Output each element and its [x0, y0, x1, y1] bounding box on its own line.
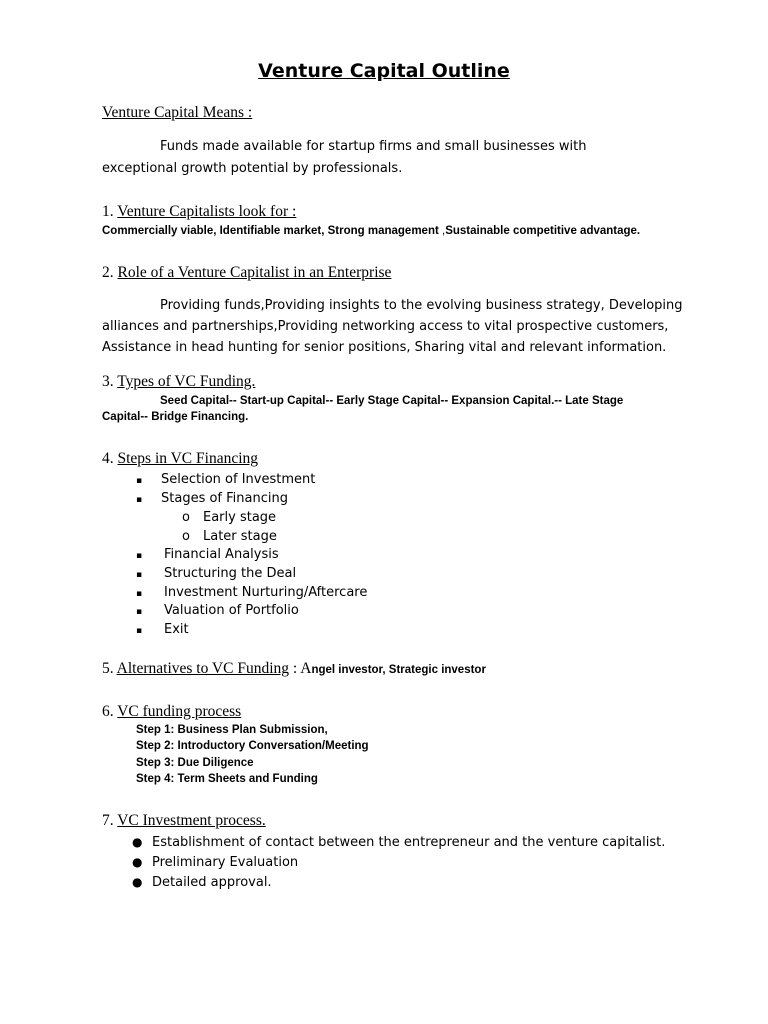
section-1-text-b: Sustainable competitive advantage. [445, 225, 641, 237]
section-5-colon: : [292, 660, 298, 677]
dot-bullet-icon: ● [132, 855, 143, 869]
list-item [132, 855, 299, 870]
means-line-2: exceptional growth potential by professionals. [102, 161, 403, 176]
sub-list-item [182, 510, 277, 525]
section-7-heading [102, 812, 266, 830]
square-bullet-icon: ▪ [136, 495, 143, 505]
square-bullet-icon: ▪ [136, 551, 143, 561]
section-3-number: 3. [102, 373, 114, 390]
list-item-label: Preliminary Evaluation [152, 855, 299, 870]
list-item-label: Detailed approval. [152, 875, 272, 890]
section-4-heading [102, 450, 258, 468]
section-6-heading [102, 703, 241, 721]
section-1-title: Venture Capitalists look for : [117, 203, 297, 220]
section-3-title: Types of VC Funding. [117, 373, 256, 390]
sub-list-item-label: Early stage [203, 510, 277, 525]
section-5-text-rest: ngel investor, Strategic investor [311, 664, 486, 676]
section-2-heading [102, 264, 391, 282]
section-1-text-sep: , [442, 225, 446, 237]
section-1-text [102, 225, 640, 237]
means-heading: Venture Capital Means : [102, 104, 253, 121]
square-bullet-icon: ▪ [136, 476, 143, 486]
section-7-title: VC Investment process. [117, 812, 266, 829]
list-item [136, 547, 279, 562]
list-item-label: Selection of Investment [161, 472, 316, 487]
circle-bullet-icon: o [182, 529, 190, 544]
section-5-title: Alternatives to VC Funding [116, 660, 290, 677]
section-2-title: Role of a Venture Capitalist in an Enterprise [117, 264, 392, 281]
list-item [136, 585, 368, 600]
list-item-label: Financial Analysis [164, 547, 279, 562]
square-bullet-icon: ▪ [136, 607, 143, 617]
funding-step: Step 3: Due Diligence [136, 757, 254, 769]
list-item-label: Valuation of Portfolio [164, 603, 299, 618]
list-item-label: Stages of Financing [161, 491, 288, 506]
means-line-1: Funds made available for startup firms and small businesses with [160, 139, 587, 154]
section-3-heading [102, 373, 255, 391]
list-item [136, 472, 316, 487]
list-item [132, 835, 666, 850]
section-4-title: Steps in VC Financing [117, 450, 259, 467]
section-7-number: 7. [102, 812, 114, 829]
section-2-line-2: alliances and partnerships,Providing networking access to vital prospective customers, [102, 319, 669, 334]
list-item-label: Exit [164, 622, 189, 637]
section-6-title: VC funding process [117, 703, 242, 720]
circle-bullet-icon: o [182, 510, 190, 525]
list-item [136, 491, 288, 506]
dot-bullet-icon: ● [132, 875, 143, 889]
funding-step: Step 4: Term Sheets and Funding [136, 773, 318, 785]
sub-list-item [182, 529, 277, 544]
list-item-label: Investment Nurturing/Aftercare [164, 585, 368, 600]
sub-list-item-label: Later stage [203, 529, 277, 544]
list-item-label: Establishment of contact between the entrepreneur and the venture capitalist. [152, 835, 666, 850]
list-item-label: Structuring the Deal [164, 566, 297, 581]
list-item [136, 622, 189, 637]
section-1-text-a: Commercially viable, Identifiable market, Strong management [102, 225, 439, 237]
square-bullet-icon: ▪ [136, 589, 143, 599]
section-3-line-1: Seed Capital-- Start-up Capital-- Early Stage Capital-- Expansion Capital.-- Late Stage [160, 395, 624, 407]
section-6-number: 6. [102, 703, 114, 720]
square-bullet-icon: ▪ [136, 570, 143, 580]
page-title: Venture Capital Outline [258, 60, 510, 82]
square-bullet-icon: ▪ [136, 626, 143, 636]
section-1-heading [102, 203, 296, 221]
section-5-number: 5. [102, 660, 114, 677]
funding-step: Step 2: Introductory Conversation/Meeting [136, 740, 369, 752]
list-item [136, 603, 299, 618]
list-item [136, 566, 297, 581]
section-1-number: 1. [102, 203, 114, 220]
list-item [132, 875, 272, 890]
dot-bullet-icon: ● [132, 835, 143, 849]
funding-step: Step 1: Business Plan Submission, [136, 724, 328, 736]
section-2-line-3: Assistance in head hunting for senior positions, Sharing vital and relevant information. [102, 340, 667, 355]
section-2-line-1: Providing funds,Providing insights to the evolving business strategy, Developing [160, 298, 683, 313]
section-2-number: 2. [102, 264, 114, 281]
section-5-heading [102, 660, 486, 678]
section-3-line-2: Capital-- Bridge Financing. [102, 411, 249, 423]
section-4-number: 4. [102, 450, 114, 467]
section-5-text-a: A [300, 660, 312, 677]
